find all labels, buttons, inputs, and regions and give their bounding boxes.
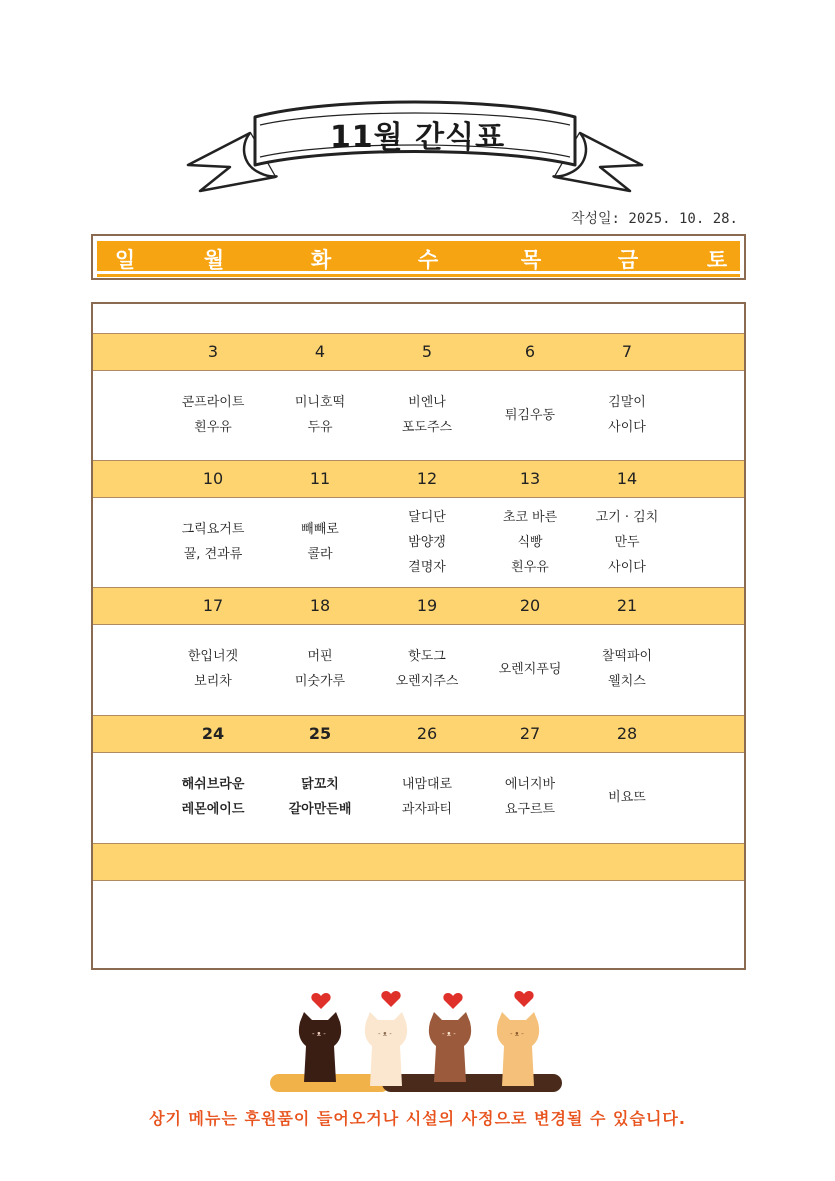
- menu-cell: [270, 497, 370, 587]
- date-number: 27: [519, 724, 541, 743]
- menu-item: 만두: [614, 534, 640, 550]
- page-title: 11월 간식표: [329, 120, 506, 155]
- date-number: 20: [519, 596, 541, 615]
- dow-sat: 토: [706, 248, 728, 272]
- menu-item: 흰우유: [511, 559, 549, 575]
- heart-icon: [443, 993, 462, 1009]
- heart-icon: [514, 991, 533, 1007]
- menu-item: 보리차: [194, 674, 232, 689]
- menu-cell: [163, 752, 263, 842]
- menu-cell: [577, 497, 677, 587]
- menu-item: 콘프라이트: [181, 395, 245, 410]
- dow-fri: 금: [617, 248, 639, 272]
- menu-item: 레몬에이드: [181, 802, 245, 817]
- date-number: 11: [309, 469, 331, 488]
- menu-item: 흰우유: [194, 420, 232, 435]
- menu-item: 사이다: [608, 559, 646, 575]
- svg-text:- ᴥ -: - ᴥ -: [510, 1030, 524, 1038]
- snack-calendar: [91, 302, 746, 970]
- menu-cell: [480, 370, 580, 460]
- menu-item: 꿀, 견과류: [183, 547, 243, 562]
- menu-item: 핫도그: [408, 649, 446, 664]
- svg-text:- ᴥ -: - ᴥ -: [312, 1030, 326, 1038]
- menu-item: 튀김우동: [504, 407, 556, 423]
- menu-cell: [270, 752, 370, 842]
- menu-item: 오렌지주스: [395, 674, 459, 689]
- menu-item: 콜라: [307, 547, 333, 562]
- menu-cell: [163, 624, 263, 714]
- menu-cell: [480, 497, 580, 587]
- cat-icon: [429, 1012, 471, 1082]
- date-number: 26: [416, 724, 438, 743]
- date-number: 25: [308, 724, 332, 743]
- menu-item: 해쉬브라운: [181, 777, 245, 792]
- svg-text:- ᴥ -: - ᴥ -: [442, 1030, 456, 1038]
- date-number: 10: [202, 469, 224, 488]
- date-number: 28: [616, 724, 638, 743]
- week-dates-row-empty: [93, 843, 744, 881]
- menu-item: 사이다: [608, 420, 646, 435]
- written-date: 작성일: 2025. 10. 28.: [570, 211, 738, 227]
- menu-cell: [163, 497, 263, 587]
- menu-item: 웰치스: [608, 674, 646, 689]
- date-number: 13: [519, 469, 541, 488]
- date-number: 17: [202, 596, 224, 615]
- menu-cell: [480, 752, 580, 842]
- menu-cell: [270, 624, 370, 714]
- menu-item: 오렌지푸딩: [498, 661, 562, 677]
- menu-cell: [270, 370, 370, 460]
- dow-tue: 화: [310, 248, 332, 272]
- menu-item: 결명자: [408, 559, 446, 575]
- menu-item: 김말이: [608, 395, 646, 410]
- menu-cell: [377, 370, 477, 460]
- menu-item: 닭꼬치: [301, 777, 339, 792]
- menu-item: 밤양갱: [408, 534, 446, 550]
- date-number: 18: [309, 596, 331, 615]
- menu-cell: [377, 497, 477, 587]
- cat-icon: [497, 1012, 539, 1086]
- week-dates-row: [93, 460, 744, 498]
- menu-item: 비엔나: [408, 395, 446, 410]
- date-number: 3: [207, 342, 219, 361]
- menu-cell: [577, 752, 677, 842]
- menu-item: 에너지바: [504, 777, 556, 792]
- menu-item: 찰떡파이: [601, 649, 653, 664]
- menu-item: 요구르트: [504, 802, 556, 817]
- day-of-week-header: [91, 234, 746, 280]
- menu-cell: [480, 624, 580, 714]
- week-dates-row: [93, 715, 744, 753]
- date-number: 4: [314, 342, 326, 361]
- notice-text: 상기 메뉴는 후원품이 들어오거나 시설의 사정으로 변경될 수 있습니다.: [149, 1109, 686, 1128]
- menu-item: 비요뜨: [608, 789, 646, 805]
- date-number: 21: [616, 596, 638, 615]
- date-number: 5: [421, 342, 433, 361]
- menu-item: 포도주스: [401, 420, 453, 435]
- menu-item: 달디단: [408, 509, 446, 525]
- menu-item: 두유: [307, 420, 333, 435]
- week-dates-row: [93, 333, 744, 371]
- menu-item: 머핀: [307, 649, 333, 664]
- date-number: 14: [616, 469, 638, 488]
- date-number: 19: [416, 596, 438, 615]
- menu-item: 식빵: [517, 534, 543, 550]
- dow-mon: 월: [203, 248, 225, 272]
- menu-item: 초코 바른: [502, 509, 558, 525]
- date-number: 12: [416, 469, 438, 488]
- date-number: 6: [524, 342, 536, 361]
- menu-item: 과자파티: [401, 802, 453, 817]
- dow-thu: 목: [520, 248, 542, 272]
- menu-item: 빼빼로: [301, 522, 339, 537]
- menu-cell: [163, 370, 263, 460]
- svg-text:- ᴥ -: - ᴥ -: [378, 1030, 392, 1038]
- menu-cell: [577, 624, 677, 714]
- week-dates-row: [93, 587, 744, 625]
- menu-cell: [377, 752, 477, 842]
- cat-icon: [299, 1012, 341, 1082]
- menu-cell: [377, 624, 477, 714]
- menu-item: 미니호떡: [294, 395, 346, 410]
- menu-item: 미숫가루: [294, 674, 346, 689]
- dow-wed: 수: [417, 248, 439, 272]
- menu-item: 갈아만든배: [288, 802, 352, 817]
- date-number: 24: [201, 724, 225, 743]
- menu-item: 고기 · 김치: [595, 509, 659, 525]
- menu-item: 한입너겟: [187, 649, 239, 664]
- menu-item: 내맘대로: [401, 777, 453, 792]
- menu-item: 그릭요거트: [181, 522, 245, 537]
- heart-icon: [381, 991, 400, 1007]
- date-number: 7: [621, 342, 633, 361]
- menu-cell: [577, 370, 677, 460]
- heart-icon: [311, 993, 330, 1009]
- cats-illustration: [262, 978, 572, 1098]
- dow-sun: 일: [114, 248, 136, 272]
- cat-icon: [365, 1012, 407, 1086]
